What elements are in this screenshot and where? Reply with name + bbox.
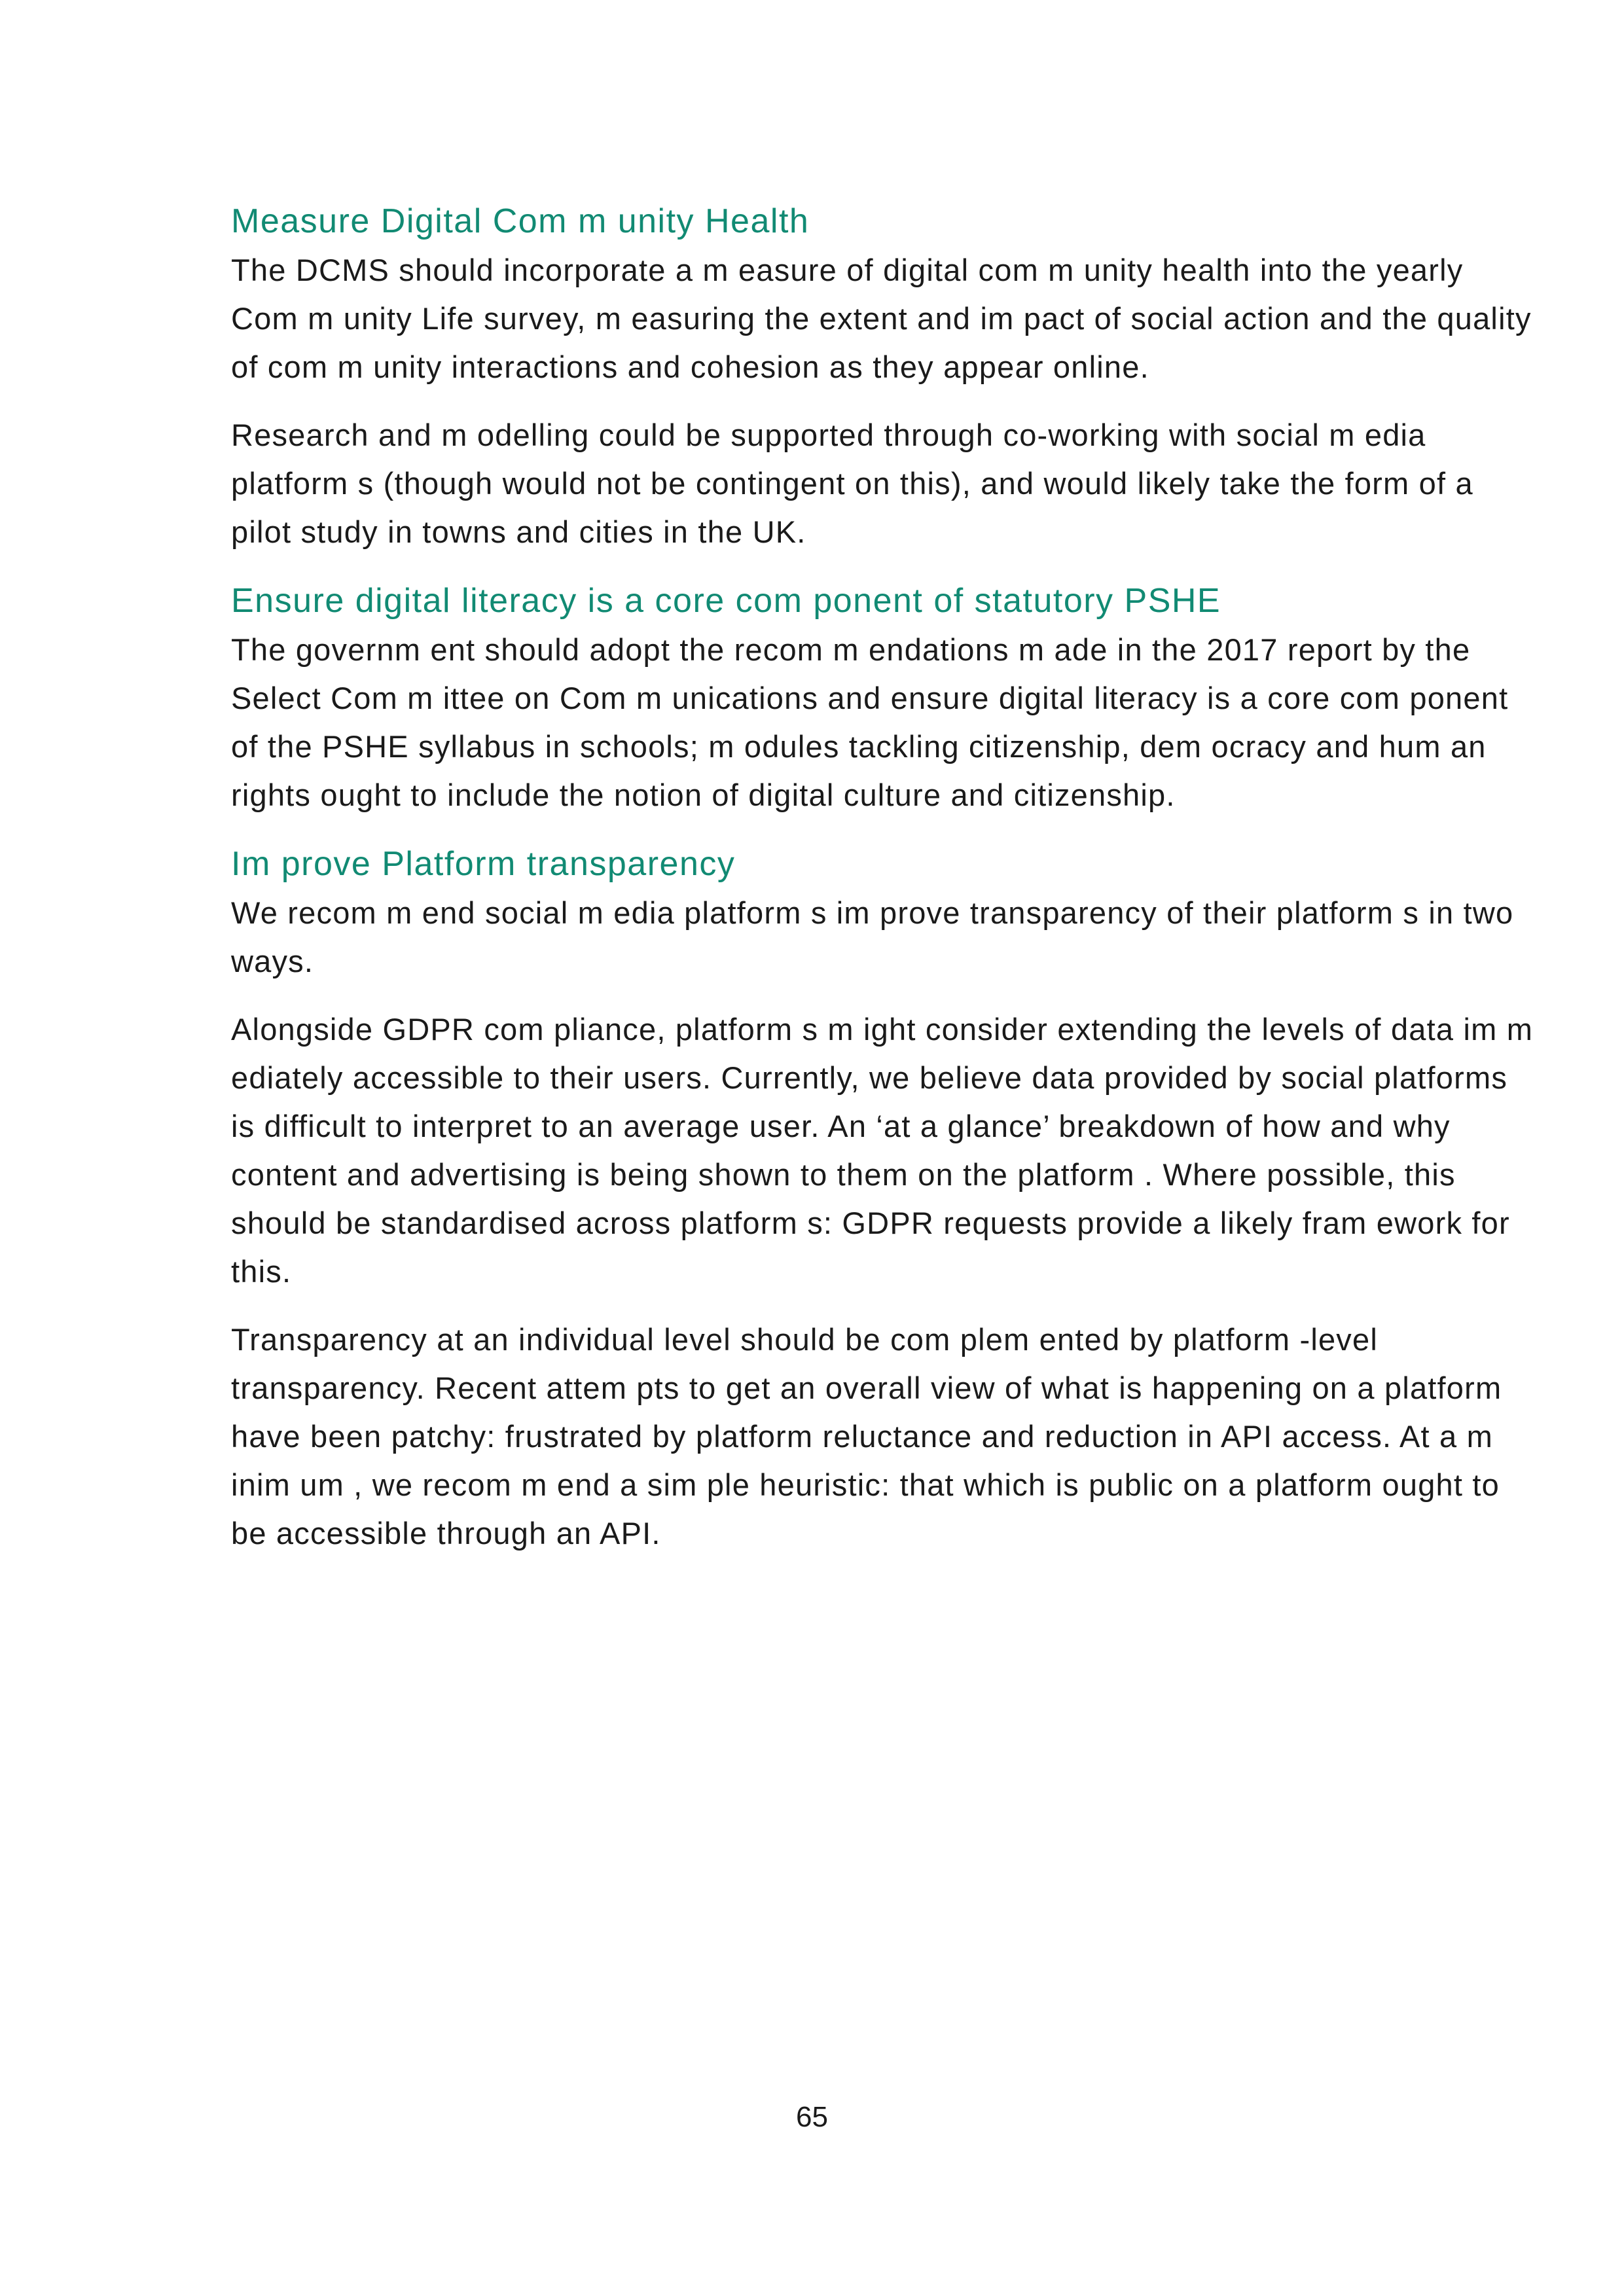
- paragraph: Research and m odelling could be supported through co-working with social m edia platform s (though would not be contingent on this), and would likely take the form of a pilot study in towns and cities in the UK.: [231, 418, 1473, 549]
- section-heading: Ensure digital literacy is a core com ponent of statutory PSHE: [231, 582, 1221, 620]
- section-heading: Im prove Platform transparency: [231, 845, 736, 883]
- section-measure-digital-community-health: [231, 196, 1534, 556]
- paragraph: Alongside GDPR com pliance, platform s m ight consider extending the levels of data im m ediately accessible to their users. Currently, we believe data provided by social platforms is difficult to interpret to an average user. An ‘at a glance’ breakdown of how and why content and advertising is being shown to them on the platform . Where possible, this should be standardised across platform s: GDPR requests provide a likely fram ework for this.: [231, 1012, 1534, 1289]
- section-improve-platform-transparency: [231, 839, 1534, 1558]
- paragraph: The governm ent should adopt the recom m endations m ade in the 2017 report by the Select Com m ittee on Com m unications and ensure digital literacy is a core com ponent of the PSHE syllabus in schools; m odules tackling citizenship, dem ocracy and hum an rights ought to include the notion of digital culture and citizenship.: [231, 632, 1509, 812]
- paragraph: We recom m end social m edia platform s im prove transparency of their platform s in two ways.: [231, 895, 1514, 978]
- section-heading: Measure Digital Com m unity Health: [231, 202, 810, 240]
- paragraph: Transparency at an individual level should be com plem ented by platform -level transparency. Recent attem pts to get an overall view of what is happening on a platform have been patchy: frustrated by platform reluctance and reduction in API access. At a m inim um , we recom m end a sim ple heuristic: that which is public on a platform ought to be accessible through an API.: [231, 1322, 1502, 1551]
- page-number: 65: [796, 2101, 828, 2133]
- section-digital-literacy-pshe: [231, 576, 1534, 819]
- paragraph: The DCMS should incorporate a m easure of digital com m unity health into the yearly Com m unity Life survey, m easuring the extent and im pact of social action and the quality of com m unity interactions and cohesion as they appear online.: [231, 253, 1532, 384]
- page-content: [231, 196, 1534, 1577]
